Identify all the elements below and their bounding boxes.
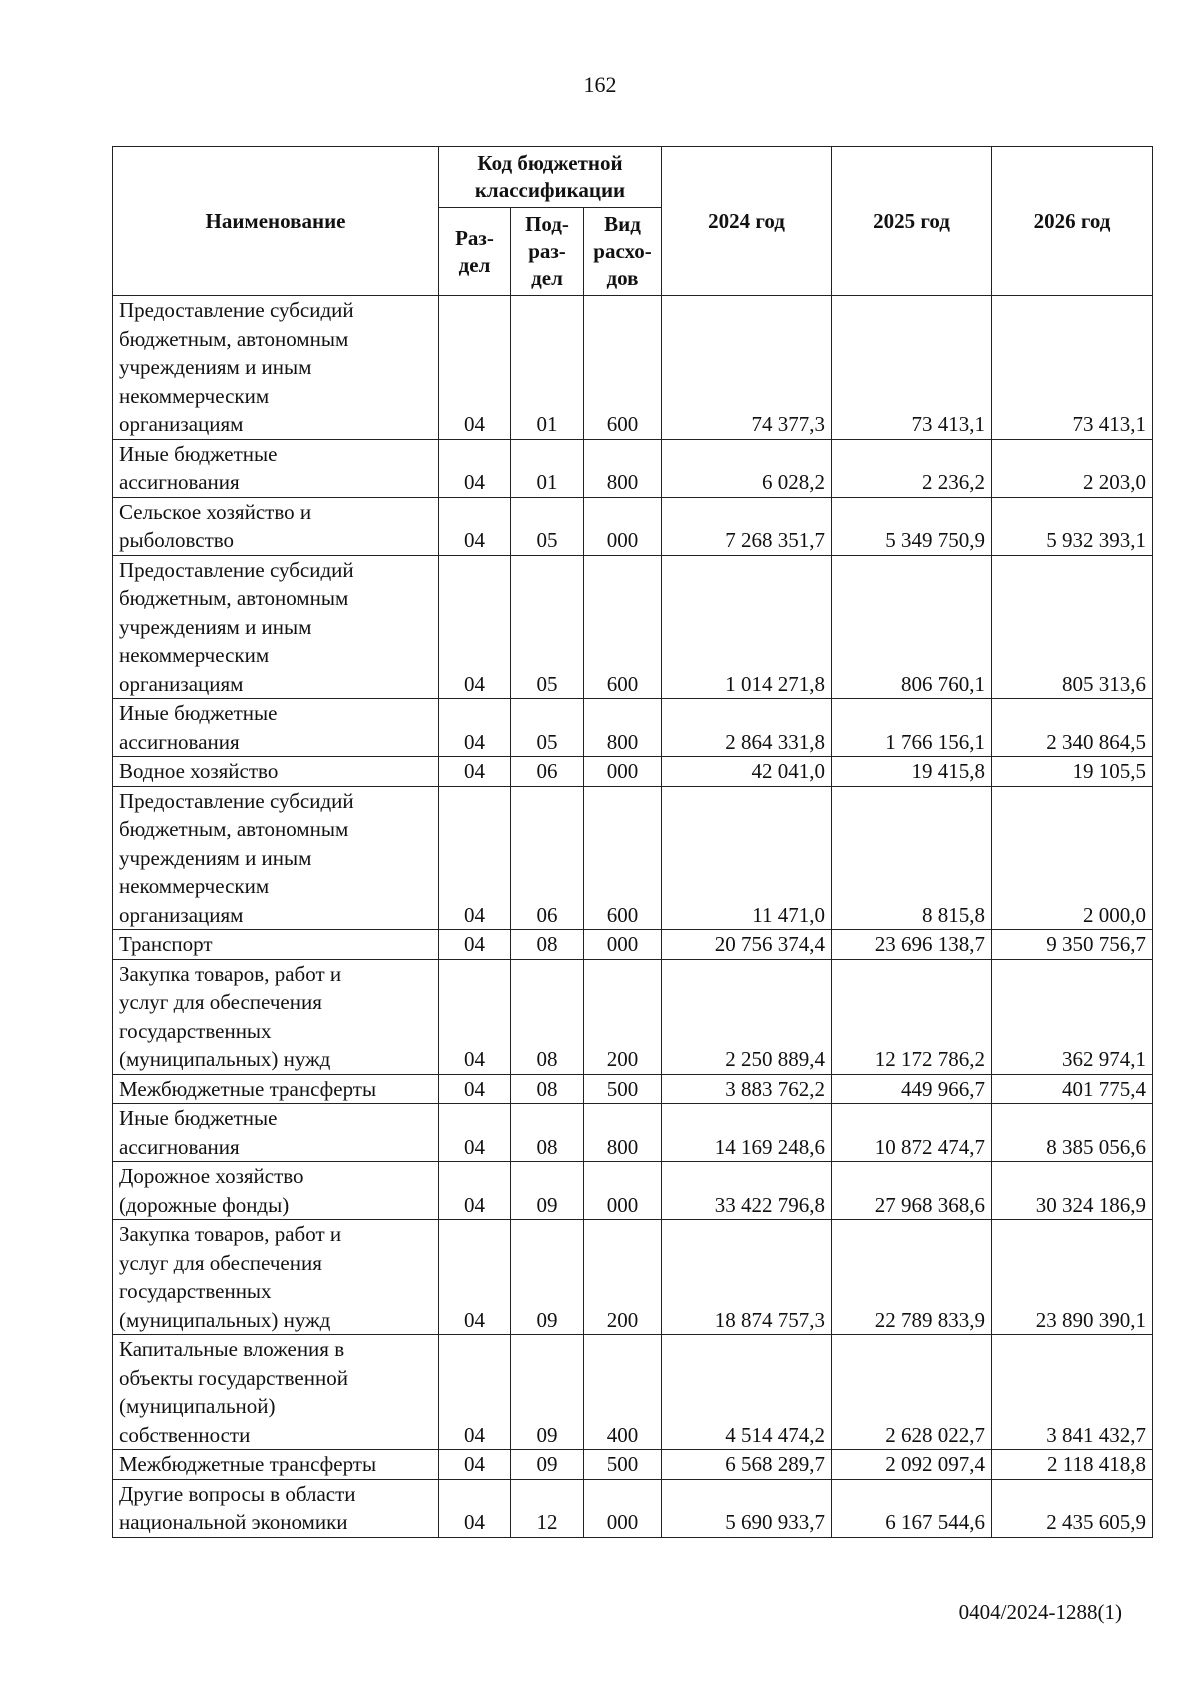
table-row <box>113 555 1153 699</box>
header-vid <box>584 208 662 296</box>
table-row <box>113 930 1153 960</box>
row-name <box>113 497 439 555</box>
row-name-line: Предоставление субсидий <box>119 788 354 813</box>
table-row <box>113 439 1153 497</box>
row-name-line: учреждениям и иным <box>119 845 312 870</box>
table-row <box>113 699 1153 757</box>
row-podrazdel: 01 <box>511 296 584 440</box>
row-value-2024: 18 874 757,3 <box>662 1220 832 1335</box>
row-vid: 000 <box>584 1479 662 1537</box>
row-vid: 000 <box>584 1162 662 1220</box>
row-name-line: (муниципальных) нужд <box>119 1047 331 1071</box>
table-row <box>113 1479 1153 1537</box>
row-name-line: Межбюджетные трансферты <box>119 1452 377 1476</box>
header-name: Наименование <box>113 147 439 296</box>
row-value-2024: 74 377,3 <box>662 296 832 440</box>
row-podrazdel: 09 <box>511 1335 584 1450</box>
header-razdel-line: Раз- <box>455 225 494 250</box>
row-value-2025: 10 872 474,7 <box>832 1104 992 1162</box>
row-name <box>113 757 439 787</box>
table-row <box>113 1162 1153 1220</box>
row-name-line: Транспорт <box>119 932 213 956</box>
row-podrazdel: 05 <box>511 497 584 555</box>
row-vid: 800 <box>584 699 662 757</box>
row-value-2025: 6 167 544,6 <box>832 1479 992 1537</box>
row-name-line: некоммерческим <box>119 383 270 408</box>
row-vid: 500 <box>584 1450 662 1480</box>
row-name-line: Иные бюджетные <box>119 1106 278 1130</box>
row-value-2025: 449 966,7 <box>832 1074 992 1104</box>
header-podrazdel-line: раз- <box>528 239 566 263</box>
row-value-2025: 2 628 022,7 <box>832 1335 992 1450</box>
row-name-line: собственности <box>119 1422 251 1447</box>
row-name <box>113 1479 439 1537</box>
table-row <box>113 497 1153 555</box>
table-row <box>113 959 1153 1074</box>
row-razdel: 04 <box>439 1335 511 1450</box>
row-value-2025: 1 766 156,1 <box>832 699 992 757</box>
row-razdel: 04 <box>439 296 511 440</box>
row-name <box>113 1074 439 1104</box>
row-vid: 000 <box>584 497 662 555</box>
row-podrazdel: 06 <box>511 757 584 787</box>
row-value-2025: 12 172 786,2 <box>832 959 992 1074</box>
row-vid: 600 <box>584 786 662 930</box>
row-value-2026: 9 350 756,7 <box>992 930 1153 960</box>
row-vid: 800 <box>584 439 662 497</box>
row-name-line: (дорожные фонды) <box>119 1192 290 1217</box>
row-name-line: Иные бюджетные <box>119 441 278 466</box>
row-value-2025: 27 968 368,6 <box>832 1162 992 1220</box>
row-name-line: государственных <box>119 1018 272 1043</box>
row-razdel: 04 <box>439 757 511 787</box>
row-value-2026: 2 435 605,9 <box>992 1479 1153 1537</box>
row-name <box>113 1220 439 1335</box>
table-row <box>113 786 1153 930</box>
row-name <box>113 296 439 440</box>
row-name-line: бюджетным, автономным <box>119 326 349 351</box>
row-razdel: 04 <box>439 699 511 757</box>
header-vid-line: расхо- <box>593 239 652 263</box>
row-name <box>113 1450 439 1480</box>
row-name-line: Предоставление субсидий <box>119 298 354 322</box>
row-value-2026: 73 413,1 <box>992 296 1153 440</box>
row-podrazdel: 01 <box>511 439 584 497</box>
row-name-line: национальной экономики <box>119 1510 348 1534</box>
row-value-2024: 42 041,0 <box>662 757 832 787</box>
row-vid: 800 <box>584 1104 662 1162</box>
row-name-line: Дорожное хозяйство <box>119 1164 304 1188</box>
row-name-line: Закупка товаров, работ и <box>119 961 342 986</box>
row-value-2026: 5 932 393,1 <box>992 497 1153 555</box>
row-vid: 200 <box>584 959 662 1074</box>
row-name-line: (муниципальной) <box>119 1394 276 1418</box>
row-name <box>113 699 439 757</box>
row-name-line: услуг для обеспечения <box>119 1250 322 1275</box>
row-name <box>113 959 439 1074</box>
row-name-line: Капитальные вложения в <box>119 1337 345 1361</box>
row-name-line: Сельское хозяйство и <box>119 499 312 524</box>
row-value-2024: 7 268 351,7 <box>662 497 832 555</box>
row-value-2025: 73 413,1 <box>832 296 992 440</box>
row-value-2026: 2 118 418,8 <box>992 1450 1153 1480</box>
row-razdel: 04 <box>439 1162 511 1220</box>
header-2024: 2024 год <box>662 147 832 296</box>
row-razdel: 04 <box>439 786 511 930</box>
header-razdel <box>439 208 511 296</box>
row-name <box>113 555 439 699</box>
row-podrazdel: 09 <box>511 1220 584 1335</box>
row-value-2024: 6 028,2 <box>662 439 832 497</box>
row-name-line: учреждениям и иным <box>119 355 312 379</box>
row-name-line: организациям <box>119 671 244 696</box>
row-value-2024: 1 014 271,8 <box>662 555 832 699</box>
row-razdel: 04 <box>439 1450 511 1480</box>
row-name-line: (муниципальных) нужд <box>119 1307 331 1332</box>
row-podrazdel: 08 <box>511 1104 584 1162</box>
row-podrazdel: 06 <box>511 786 584 930</box>
row-value-2025: 2 236,2 <box>832 439 992 497</box>
header-code-group: Код бюджетной классификации <box>439 147 662 208</box>
row-razdel: 04 <box>439 555 511 699</box>
row-name-line: учреждениям и иным <box>119 614 312 639</box>
page-number: 162 <box>583 72 617 97</box>
header-vid-line: Вид <box>604 212 641 236</box>
row-value-2026: 19 105,5 <box>992 757 1153 787</box>
row-name-line: Иные бюджетные <box>119 701 278 725</box>
row-name-line: ассигнования <box>119 1134 240 1159</box>
header-vid-line: дов <box>606 266 639 290</box>
row-podrazdel: 08 <box>511 930 584 960</box>
row-podrazdel: 05 <box>511 699 584 757</box>
row-vid: 400 <box>584 1335 662 1450</box>
row-razdel: 04 <box>439 1074 511 1104</box>
row-name-line: услуг для обеспечения <box>119 990 322 1014</box>
row-value-2026: 805 313,6 <box>992 555 1153 699</box>
row-vid: 600 <box>584 296 662 440</box>
row-value-2024: 14 169 248,6 <box>662 1104 832 1162</box>
row-vid: 000 <box>584 930 662 960</box>
row-name-line: бюджетным, автономным <box>119 586 349 610</box>
row-name-line: организациям <box>119 902 244 927</box>
header-podrazdel <box>511 208 584 296</box>
row-name-line: ассигнования <box>119 729 240 754</box>
row-name <box>113 1335 439 1450</box>
table-row <box>113 1335 1153 1450</box>
row-value-2024: 11 471,0 <box>662 786 832 930</box>
header-podrazdel-line: дел <box>531 266 563 290</box>
row-name <box>113 1104 439 1162</box>
row-name-line: Предоставление субсидий <box>119 557 354 582</box>
row-value-2025: 806 760,1 <box>832 555 992 699</box>
row-name <box>113 786 439 930</box>
row-vid: 600 <box>584 555 662 699</box>
row-value-2025: 8 815,8 <box>832 786 992 930</box>
row-value-2024: 5 690 933,7 <box>662 1479 832 1537</box>
budget-table <box>112 146 1153 1538</box>
row-name-line: организациям <box>119 412 244 436</box>
row-value-2026: 401 775,4 <box>992 1074 1153 1104</box>
row-podrazdel: 09 <box>511 1450 584 1480</box>
row-razdel: 04 <box>439 1479 511 1537</box>
row-name-line: Другие вопросы в области <box>119 1481 356 1506</box>
row-value-2024: 33 422 796,8 <box>662 1162 832 1220</box>
row-vid: 200 <box>584 1220 662 1335</box>
row-name-line: государственных <box>119 1279 272 1303</box>
row-podrazdel: 08 <box>511 959 584 1074</box>
row-razdel: 04 <box>439 1104 511 1162</box>
row-podrazdel: 09 <box>511 1162 584 1220</box>
row-vid: 500 <box>584 1074 662 1104</box>
row-value-2026: 2 000,0 <box>992 786 1153 930</box>
row-value-2024: 2 250 889,4 <box>662 959 832 1074</box>
row-value-2026: 2 340 864,5 <box>992 699 1153 757</box>
row-name-line: Закупка товаров, работ и <box>119 1222 342 1246</box>
table-row <box>113 757 1153 787</box>
row-podrazdel: 12 <box>511 1479 584 1537</box>
row-value-2026: 2 203,0 <box>992 439 1153 497</box>
row-value-2024: 4 514 474,2 <box>662 1335 832 1450</box>
row-value-2024: 20 756 374,4 <box>662 930 832 960</box>
row-razdel: 04 <box>439 1220 511 1335</box>
row-value-2026: 3 841 432,7 <box>992 1335 1153 1450</box>
row-name-line: рыболовство <box>119 528 235 552</box>
table-row <box>113 296 1153 440</box>
row-razdel: 04 <box>439 959 511 1074</box>
row-value-2025: 2 092 097,4 <box>832 1450 992 1480</box>
row-name-line: бюджетным, автономным <box>119 817 349 841</box>
row-name <box>113 439 439 497</box>
row-name-line: Межбюджетные трансферты <box>119 1076 377 1101</box>
row-value-2024: 6 568 289,7 <box>662 1450 832 1480</box>
table-row <box>113 1220 1153 1335</box>
row-value-2026: 362 974,1 <box>992 959 1153 1074</box>
header-podrazdel-line: Под- <box>525 212 569 236</box>
row-razdel: 04 <box>439 497 511 555</box>
table-row <box>113 1104 1153 1162</box>
row-podrazdel: 08 <box>511 1074 584 1104</box>
row-name-line: некоммерческим <box>119 643 270 667</box>
row-name-line: некоммерческим <box>119 874 270 898</box>
header-2026: 2026 год <box>992 147 1153 296</box>
row-name <box>113 930 439 960</box>
table-row <box>113 1450 1153 1480</box>
row-razdel: 04 <box>439 439 511 497</box>
row-value-2025: 5 349 750,9 <box>832 497 992 555</box>
row-value-2024: 3 883 762,2 <box>662 1074 832 1104</box>
row-value-2025: 19 415,8 <box>832 757 992 787</box>
row-value-2025: 22 789 833,9 <box>832 1220 992 1335</box>
header-2025: 2025 год <box>832 147 992 296</box>
row-value-2026: 30 324 186,9 <box>992 1162 1153 1220</box>
header-razdel-line: дел <box>458 252 491 277</box>
row-vid: 000 <box>584 757 662 787</box>
row-value-2026: 23 890 390,1 <box>992 1220 1153 1335</box>
row-name-line: ассигнования <box>119 470 240 494</box>
row-name-line: Водное хозяйство <box>119 759 279 783</box>
table-body <box>113 296 1153 1538</box>
row-value-2025: 23 696 138,7 <box>832 930 992 960</box>
row-podrazdel: 05 <box>511 555 584 699</box>
table-header <box>113 147 1153 296</box>
row-razdel: 04 <box>439 930 511 960</box>
document-code: 0404/2024-1288(1) <box>958 1600 1122 1624</box>
row-name-line: объекты государственной <box>119 1365 348 1390</box>
row-value-2024: 2 864 331,8 <box>662 699 832 757</box>
table-row <box>113 1074 1153 1104</box>
row-value-2026: 8 385 056,6 <box>992 1104 1153 1162</box>
row-name <box>113 1162 439 1220</box>
